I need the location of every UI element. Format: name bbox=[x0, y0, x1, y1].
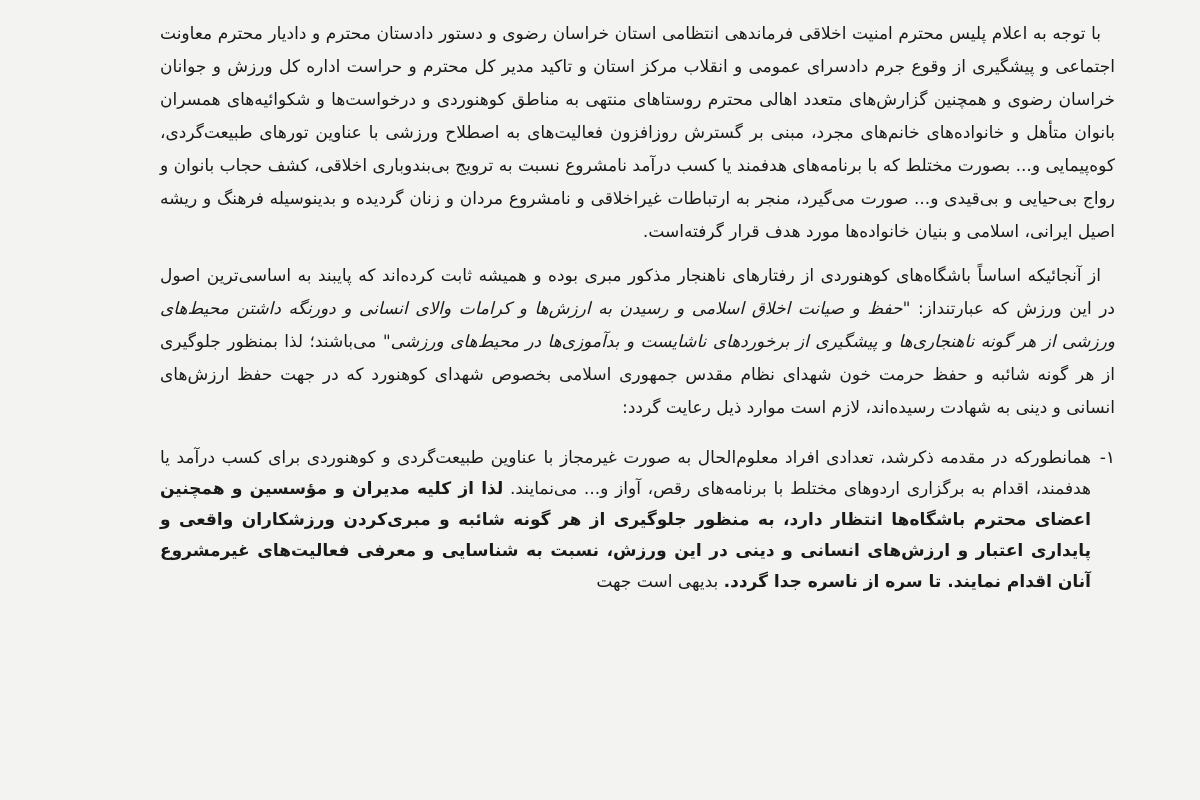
list-item-1-body bbox=[160, 443, 1115, 598]
principles-lead: از آنجائیکه اساساً باشگاه‌های کوهنوردی از رفتارهای ناهنجار مذکور مبری بوده و همیشه ثابت کرده‌اند که پایبند به اساسی‌ترین اصول در این ورزش که عبارتند‌از: bbox=[160, 266, 1115, 319]
principles-quote: "حفظ و صیانت اخلاق اسلامی و رسیدن به ارزش‌ها و کرامات والای انسانی و دورنگه داشتن محیط‌های ورزشی از هر گونه ناهنجاری‌ها و پیشگیری از برخوردهای ناشایست و بدآموزی‌ها در محیط‌های ورزشی" bbox=[160, 299, 1115, 352]
document-body bbox=[160, 18, 1115, 598]
principles-rest: می‌باشند؛ لذا بمنظور جلوگیری از هر گونه شائبه و حفظ حرمت خون شهدای نظام مقدس جمهوری اسلامی بخصوص شهدای کوهنورد که در جهت حفظ ارزش‌های انسانی و دینی به شهادت رسیده‌اند، لازم است موارد ذیل رعایت گردد: bbox=[160, 332, 1115, 418]
principles-paragraph bbox=[160, 260, 1115, 425]
list-item-1-lead: همانطورکه در مقدمه ذکرشد، تعدادی افراد معلوم‌الحال به صورت غیرمجاز با عناوین طبیعت‌گردی و کوهنوردی برای کسب درآمد یا هدفمند، اقدام به برگزاری اردوهای مختلط با برنامه‌های رقص، آواز و... می‌نمایند. bbox=[160, 448, 1091, 499]
bottom-fade bbox=[0, 780, 1200, 800]
list-item-1-tail: بدیهی است جهت bbox=[596, 572, 719, 592]
intro-paragraph: با توجه به اعلام پلیس محترم امنیت اخلاقی فرماندهی انتظامی استان خراسان رضوی و دستور دادستان محترم و دادیار محترم معاونت اجتماعی و پیشگیری از وقوع جرم دادسرای عمومی و انقلاب مرکز استان و تاکید مدیر کل محترم و حراست اداره کل ورزش و جوانان خراسان رضوی و همچنین گزارش‌های متعدد اهالی محترم روستاهای منتهی به مناطق کوهنوردی و درخواست‌ها و شکوائیه‌های همسران بانوان متأهل و خانواده‌های خانم‌های مجرد، مبنی بر گسترش روزافزون فعالیت‌های به اصطلاح ورزشی با عناوین تورهای طبیعت‌گردی، کوه‌پیمایی و... بصورت مختلط که با برنامه‌های هدفمند یا کسب درآمد نامشروع نسبت به ترویج بی‌بندوباری اخلاقی، کشف حجاب بانوان و رواج بی‌حیایی و بی‌قیدی و... صورت می‌گیرد، منجر به ارتباطات غیراخلاقی و نامشروع مردان و زنان گردیده و بدینوسیله فرهنگ و ریشه اصیل ایرانی، اسلامی و بنیان خانواده‌ها مورد هدف قرار گرفته‌است. bbox=[160, 24, 1115, 242]
list-item-number: ۱- bbox=[1099, 448, 1115, 468]
list-item-1-bold: لذا از کلیه مدیران و مؤسسین و همچنین اعضای محترم باشگاه‌ها انتظار دارد، به منظور جلوگیری از هر گونه شائبه و مبری‌کردن ورزشکاران واقعی و پایداری اعتبار و ارزش‌های انسانی و دینی در این ورزش، نسبت به شناسایی و معرفی فعالیت‌های غیرمشروع آنان اقدام نمایند. تا سره از ناسره جدا گردد. bbox=[160, 479, 1091, 592]
list-item-1 bbox=[160, 443, 1115, 598]
